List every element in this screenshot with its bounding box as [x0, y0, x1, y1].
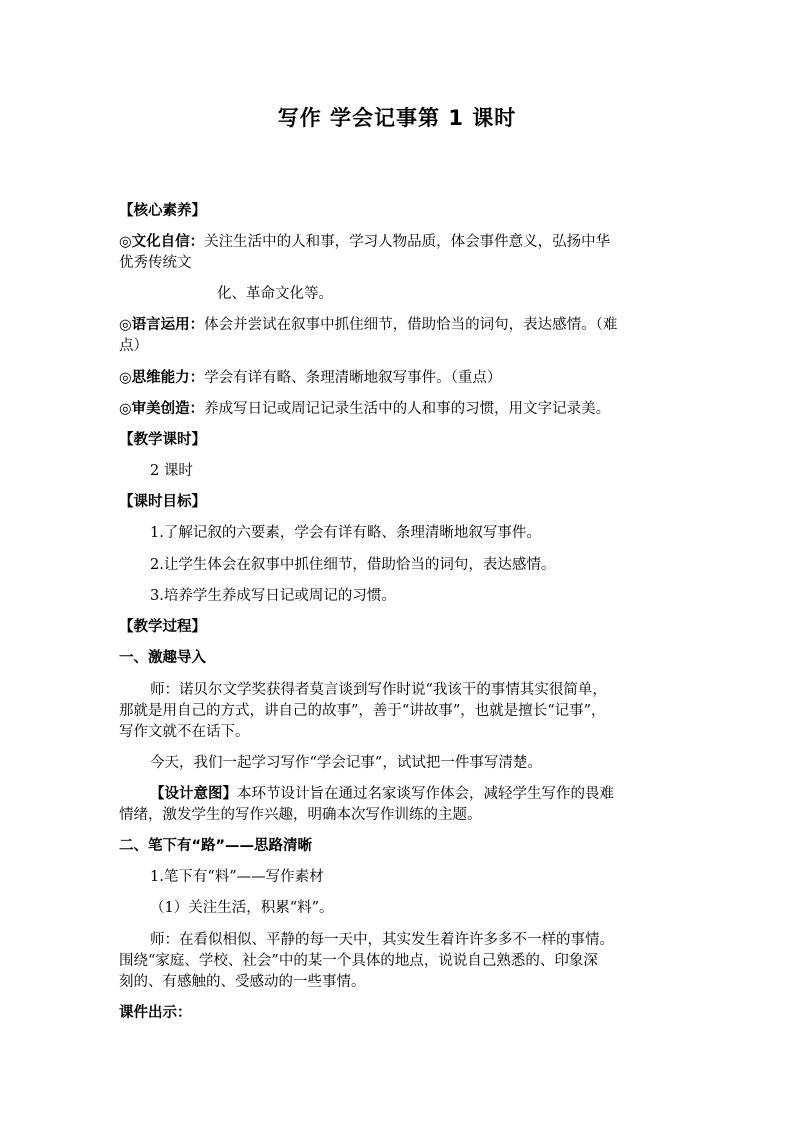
- paragraph-3-line-2: 围绕“家庭、学校、社会”中的某一个具体的地点，说说自己熟悉的、印象深: [119, 953, 598, 969]
- design-intent-line-1: [150, 784, 614, 805]
- page-title: 写作 学会记事第 1 课时: [277, 106, 517, 130]
- design-intent-text-1: 本环节设计旨在通过名家谈写作体会，减轻学生写作的畏难: [237, 786, 614, 802]
- teaching-process-heading: 【教学过程】: [119, 619, 206, 635]
- paragraph-3-line-1: 师：在看似相似、平静的每一天中，其实发生着许许多多不一样的事情。: [150, 932, 614, 948]
- language-line-1: [119, 315, 617, 336]
- core-literacy-heading: 【核心素养】: [119, 203, 206, 219]
- culture-line-1: [119, 232, 610, 253]
- section-2-heading: 二、笔下有“路”——思路清晰: [119, 838, 313, 854]
- subsection-1-heading: 1.笔下有“料”——写作素材: [150, 869, 324, 885]
- paragraph-3-line-3: 刻的、有感触的、受感动的一些事情。: [119, 974, 366, 990]
- teaching-hours-heading: 【教学课时】: [119, 432, 206, 448]
- lesson-goals-heading: 【课时目标】: [119, 494, 206, 510]
- aesthetic-label: ◎审美创造：: [119, 401, 205, 417]
- goal-item-1: 1.了解记叙的六要素，学会有详有略、条理清晰地叙写事件。: [150, 525, 541, 541]
- aesthetic-text: 养成写日记或周记记录生活中的人和事的习惯，用文字记录美。: [204, 401, 611, 417]
- paragraph-1-line-3: 写作文就不在话下。: [119, 724, 250, 740]
- teaching-hours-text: 2 课时: [150, 463, 193, 479]
- thinking-line: [119, 368, 501, 389]
- culture-text-1: 关注生活中的人和事，学习人物品质，体会事件意义，弘扬中华: [204, 234, 611, 250]
- language-text-1: 体会并尝试在叙事中抓住细节，借助恰当的词句，表达感情。（难: [204, 317, 618, 333]
- goal-item-2: 2.让学生体会在叙事中抓住细节，借助恰当的词句，表达感情。: [150, 557, 556, 573]
- thinking-text: 学会有详有略、条理清晰地叙写事件。（重点）: [204, 370, 502, 386]
- language-text-2: 点）: [119, 338, 148, 354]
- thinking-label: ◎思维能力：: [119, 370, 205, 386]
- culture-text-2: 优秀传统文: [119, 255, 192, 271]
- courseware-label: 课件出示：: [119, 1005, 192, 1021]
- language-label: ◎语言运用：: [119, 317, 205, 333]
- aesthetic-line: [119, 399, 610, 420]
- design-intent-line-2: 情绪，激发学生的写作兴趣，明确本次写作训练的主题。: [119, 807, 482, 823]
- subsection-1-1: （1）关注生活，积累“料”。: [150, 900, 334, 916]
- paragraph-2: 今天，我们一起学习写作“学会记事”，试试把一件事写清楚。: [150, 755, 542, 771]
- design-intent-label: 【设计意图】: [150, 786, 237, 802]
- paragraph-1-line-2: 那就是用自己的方式，讲自己的故事”，善于“讲故事”，也就是擅长“记事”，: [119, 703, 606, 719]
- goal-item-3: 3.培养学生养成写日记或周记的习惯。: [150, 588, 396, 604]
- section-1-heading: 一、激趣导入: [119, 650, 206, 666]
- culture-label: ◎文化自信：: [119, 234, 205, 250]
- paragraph-1-line-1: 师：诺贝尔文学奖获得者莫言谈到写作时说“我该干的事情其实很简单，: [150, 682, 607, 698]
- culture-text-3: 化、革命文化等。: [217, 286, 333, 302]
